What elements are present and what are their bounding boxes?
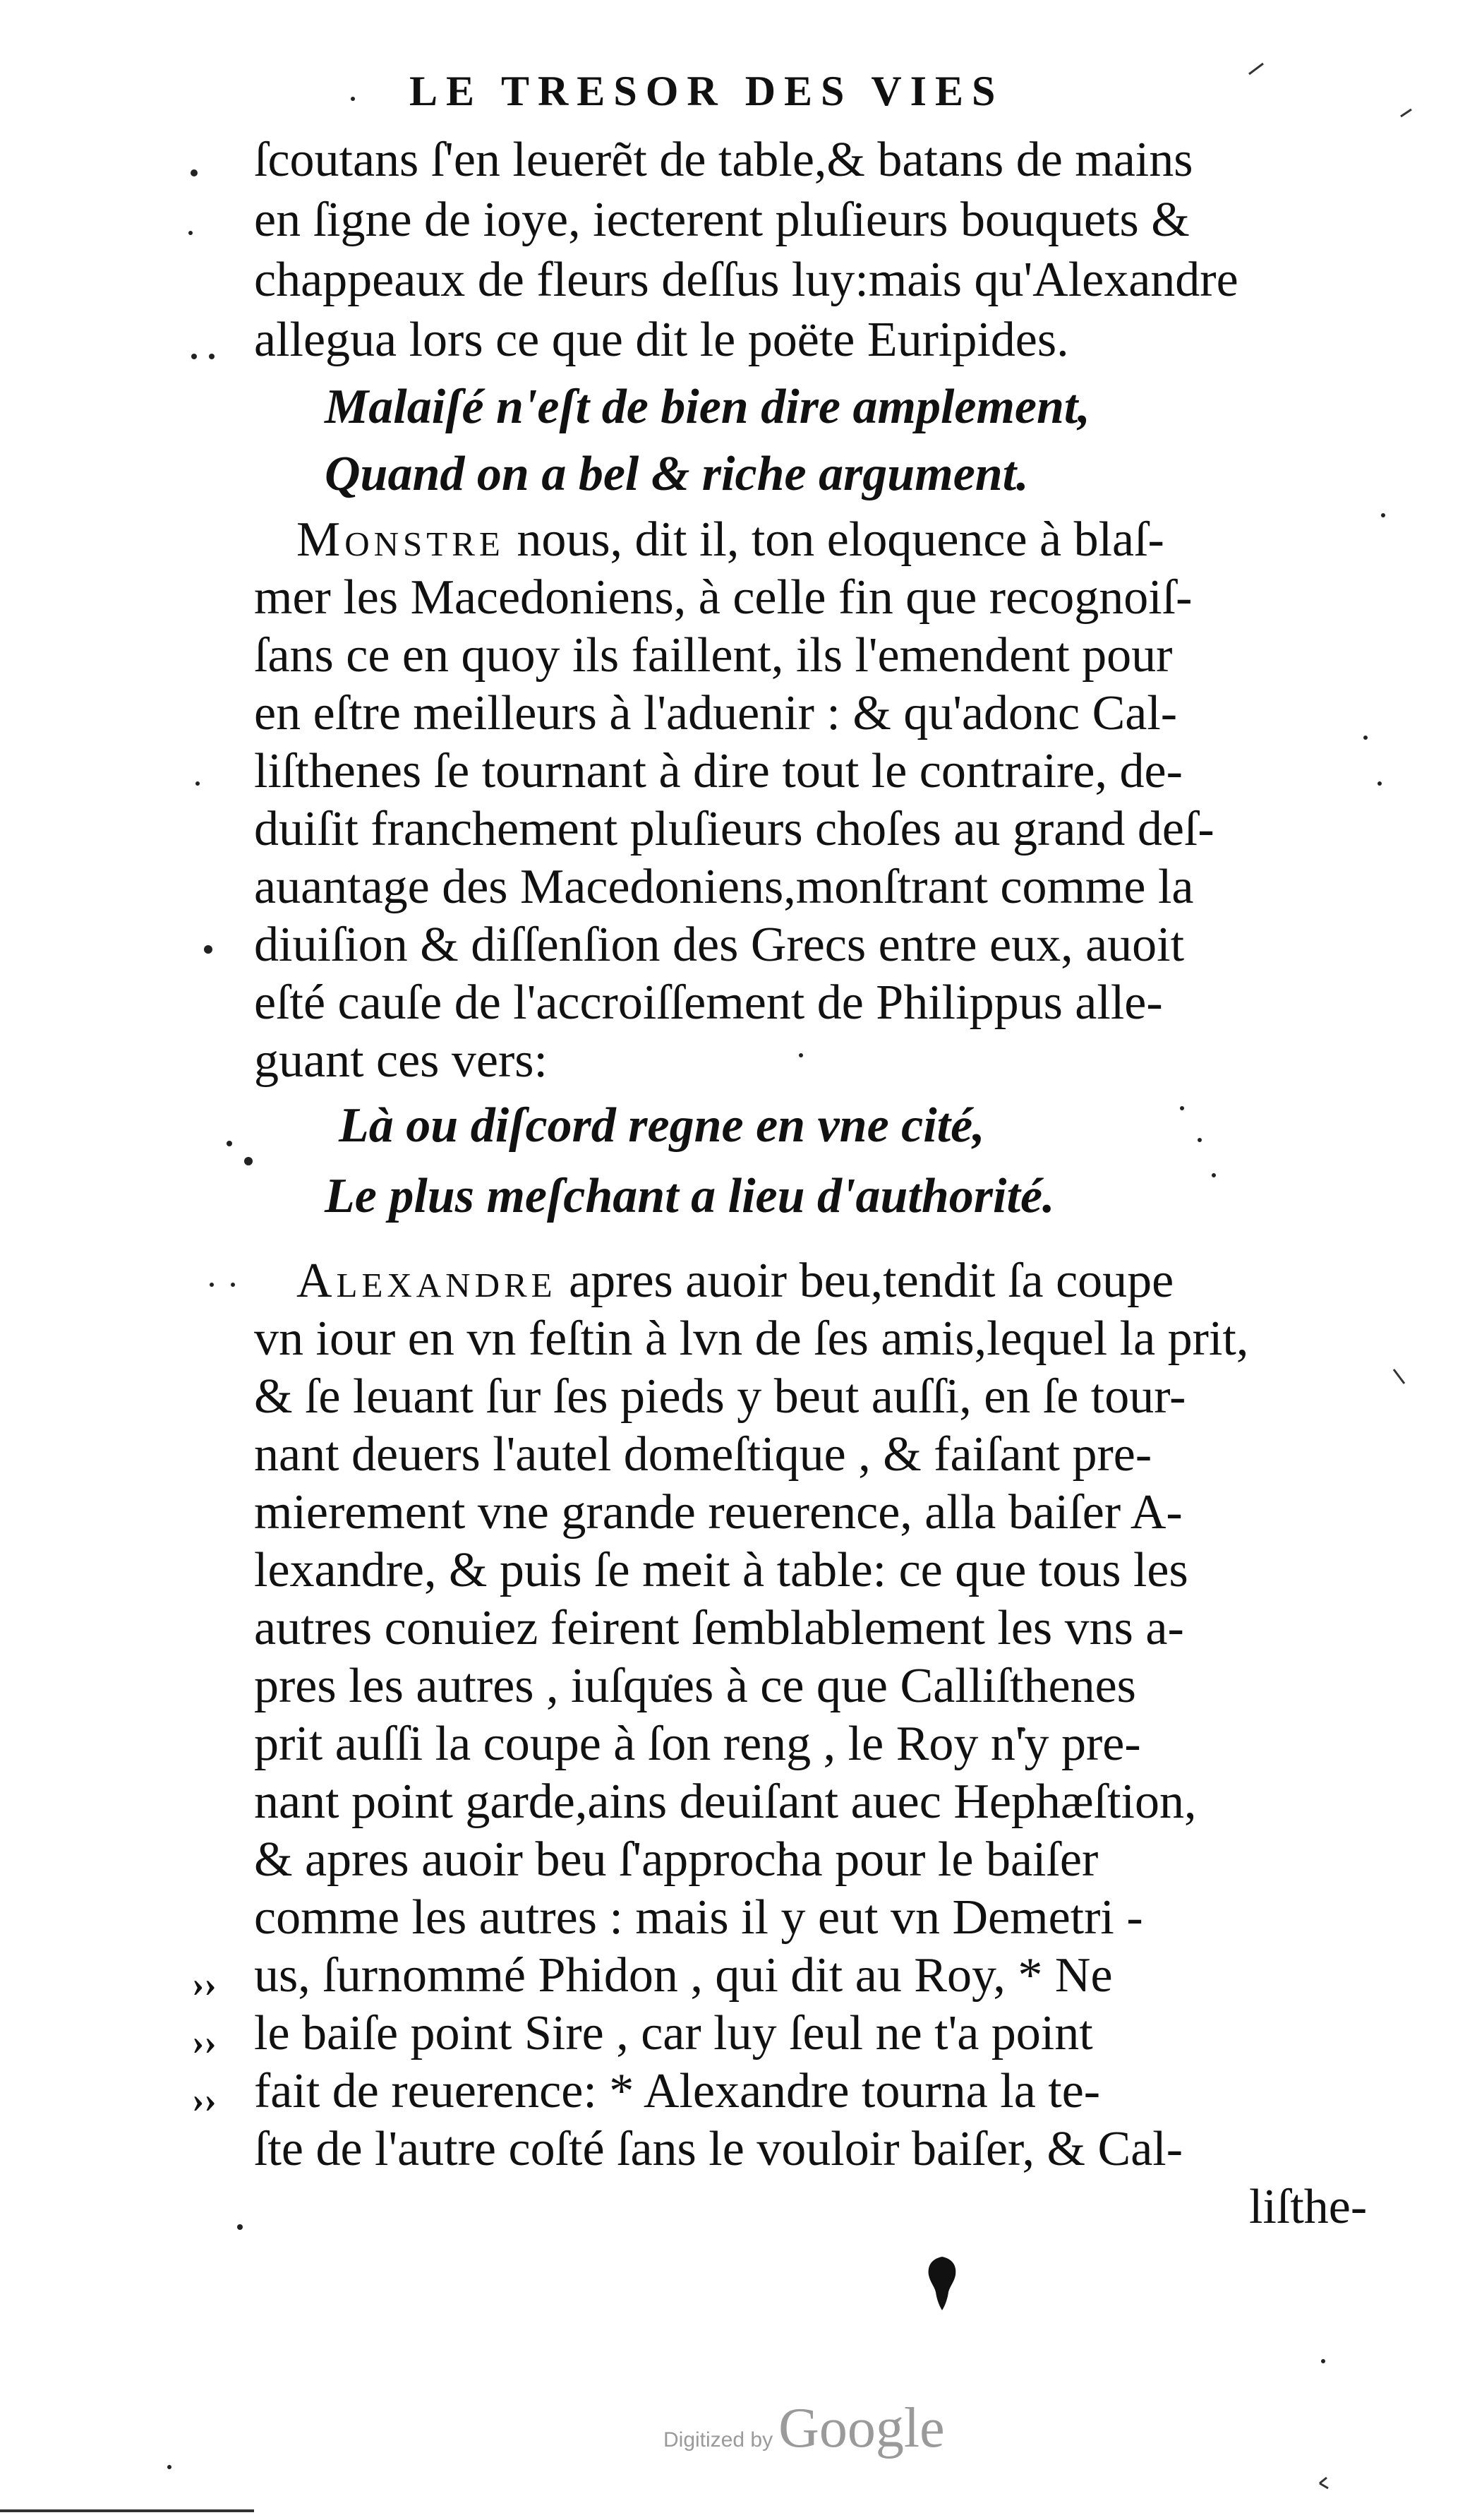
verse-1-line-2: Quand on a bel & riche argument. [325,447,1029,501]
paragraph-2-line: liſthenes ſe tournant à dire tout le contraire, de- [254,744,1183,798]
paragraph-2-line: guant ces vers: [254,1033,548,1088]
margin-quote-mark: ›› [192,2022,217,2063]
margin-quote-mark: ›› [192,1964,217,2005]
running-head: LE TRESOR DES VIES [409,68,1004,114]
paragraph-3-line: & apres auoir beu ſ'approcha pour le baiſer [254,1832,1099,1887]
verse-1-line-1: Malaiſé n'eſt de bien dire amplement, [325,380,1090,434]
catchword: liſthe- [1249,2180,1368,2234]
paragraph-3-line: vn iour en vn feſtin à lvn de ſes amis,lequel la prit, [254,1312,1249,1366]
scan-edge-rule [0,2509,254,2512]
verse-2-line-2: Le plus meſchant a lieu d'authorité. [325,1169,1055,1223]
paragraph-3-line: nant deuers l'autel domeſtique , & faiſant pre- [254,1427,1152,1482]
paragraph-2-line: eſté cauſe de l'accroiſſement de Philippus alle- [254,976,1163,1030]
verse-2-line-1: Là ou diſcord regne en vne cité, [339,1098,985,1153]
text-line-1: ſcoutans ſ'en leuerẽt de table,& batans de mains [254,133,1193,187]
paragraph-3-first-line-rest: apres auoir beu,tendit ſa coupe [556,1254,1174,1308]
paragraph-3-line: pres les autres , iuſques à ce que Calliſthenes [254,1659,1136,1713]
text-line-4: allegua lors ce que dit le poëte Euripides. [254,313,1069,367]
paragraph-3-line: nant point garde,ains deuiſant auec Hephæſtion, [254,1775,1197,1829]
paragraph-3-line: fait de reuerence: * Alexandre tourna la te- [254,2064,1101,2118]
paragraph-3-line: le baiſe point Sire , car luy ſeul ne t'a point [254,2006,1093,2060]
text-line-3: chappeaux de fleurs deſſus luy:mais qu'Alexandre [254,253,1238,307]
google-brand: Google [778,2397,945,2459]
paragraph-3-line: us, ſurnommé Phidon , qui dit au Roy, * Ne [254,1948,1113,2003]
paragraph-2-line: duiſit franchement pluſieurs choſes au grand deſ- [254,802,1214,856]
paragraph-2-lead-word: Monstre [296,512,505,567]
paragraph-3-line: comme les autres : mais il y eut vn Demetri - [254,1890,1143,1945]
digitized-by-label: Digitized by [663,2428,773,2452]
paragraph-2-line: en eſtre meilleurs à l'aduenir : & qu'adonc Cal- [254,686,1178,740]
ornament-icon [924,2255,960,2312]
paragraph-3-line: lexandre, & puis ſe meit à table: ce que tous les [254,1543,1188,1597]
text-line-2: en ſigne de ioye, iecterent pluſieurs bouquets & [254,193,1190,247]
paragraph-3-lead-word: Alexandre [296,1254,557,1308]
paragraph-3-line: mierement vne grande reuerence, alla baiſer A- [254,1485,1183,1540]
paragraph-3-first-line [296,1256,1174,1306]
paragraph-2-first-line-rest: nous, dit il, ton eloquence à blaſ- [504,512,1164,567]
paragraph-2-line: ſans ce en quoy ils faillent, ils l'emendent pour [254,628,1173,683]
paragraph-2-first-line [296,512,1164,567]
paragraph-2-line: diuiſion & diſſenſion des Grecs entre eux, auoit [254,918,1185,972]
margin-quote-mark: ›› [192,2080,217,2120]
paragraph-2-line: mer les Macedoniens, à celle fin que recognoiſ- [254,570,1193,625]
digitized-by-google-watermark [663,2396,945,2461]
paragraph-2-line: auantage des Macedoniens,monſtrant comme la [254,860,1194,914]
paragraph-3-line: prit auſſi la coupe à ſon reng , le Roy n'y pre- [254,1717,1141,1771]
paragraph-3-line: ſte de l'autre coſté ſans le vouloir baiſer, & Cal- [254,2122,1183,2176]
paragraph-3-line: & ſe leuant ſur ſes pieds y beut auſſi, en ſe tour- [254,1369,1186,1424]
paragraph-3-line: autres conuiez feirent ſemblablement les vns a- [254,1601,1184,1655]
